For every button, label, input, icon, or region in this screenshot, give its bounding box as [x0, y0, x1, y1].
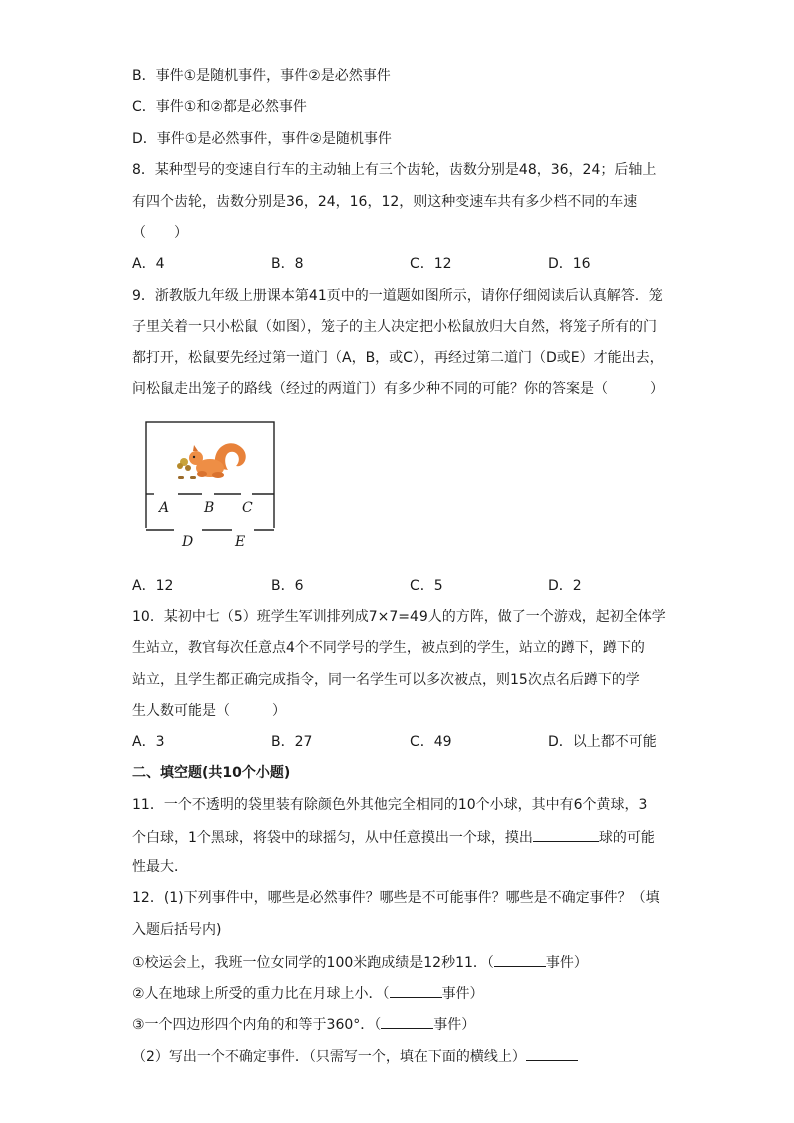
q10-stem-line4: 生人数可能是（ ） — [132, 703, 286, 719]
q8-stem-line2: 有四个齿轮，齿数分别是36，24，16，12，则这种变速车共有多少档不同的车速 — [132, 194, 638, 210]
q12-item1 — [132, 952, 588, 972]
q9-stem-line3: 都打开，松鼠要先经过第一道门（A，B，或C），再经过第二道门（D或E）才能出去， — [132, 350, 664, 366]
cage-diagram — [144, 420, 276, 550]
q12-item2-text: ②人在地球上所受的重力比在月球上小．（ — [132, 986, 390, 1002]
q9-stem-line1: 9．浙教版九年级上册课本第41页中的一道题如图所示，请你仔细阅读后认真解答．笼 — [132, 288, 663, 304]
q12-stem-line1: 12．(1)下列事件中，哪些是必然事件？哪些是不可能事件？哪些是不确定事件？（填 — [132, 890, 660, 906]
q8-option-b: B．8 — [271, 256, 304, 272]
q9-option-c: C．5 — [410, 578, 443, 594]
q12-item3-blank[interactable] — [381, 1014, 433, 1029]
q12-item1-text: ①校运会上，我班一位女同学的100米跑成绩是12秒11．（ — [132, 955, 494, 971]
q12-item2 — [132, 983, 484, 1003]
q8-option-c: C．12 — [410, 256, 452, 272]
q7-option-c: C．事件①和②都是必然事件 — [132, 99, 307, 115]
door-label-c: C — [242, 500, 253, 516]
q8-stem-line3: （ ） — [132, 225, 188, 241]
q12-part2 — [132, 1046, 578, 1066]
q8-stem-line1: 8．某种型号的变速自行车的主动轴上有三个齿轮，齿数分别是48，36，24；后轴上 — [132, 162, 657, 178]
q10-option-d: D．以上都不可能 — [548, 734, 657, 750]
q12-part2-text: （2）写出一个不确定事件．（只需写一个，填在下面的横线上） — [132, 1049, 526, 1065]
q12-item3-suffix: 事件） — [433, 1017, 476, 1033]
section-heading-fill-in: 二、填空题(共10个小题) — [132, 765, 291, 781]
q8-option-d: D．16 — [548, 256, 591, 272]
q12-stem-line2: 入题后括号内) — [132, 922, 222, 938]
q11-text-before-blank: 个白球，1个黑球，将袋中的球摇匀，从中任意摸出一个球，摸出 — [132, 830, 533, 846]
q12-item2-suffix: 事件） — [441, 986, 484, 1002]
squirrel-icon — [177, 443, 246, 479]
door-label-e: E — [235, 534, 246, 550]
q10-option-c: C．49 — [410, 734, 452, 750]
q9-stem-line4: 问松鼠走出笼子的路线（经过的两道门）有多少种不同的可能？你的答案是（ ） — [132, 381, 664, 397]
door-label-b: B — [204, 500, 215, 516]
q11-text-after-blank: 球的可能 — [598, 830, 655, 846]
q11-stem-line3: 性最大． — [132, 859, 188, 875]
q9-option-b: B．6 — [271, 578, 304, 594]
q12-item1-suffix: 事件） — [545, 955, 588, 971]
q7-option-d: D．事件①是必然事件，事件②是随机事件 — [132, 131, 392, 147]
q12-item2-blank[interactable] — [390, 983, 442, 998]
q11-stem-line1: 11．一个不透明的袋里装有除颜色外其他完全相同的10个小球，其中有6个黄球，3 — [132, 797, 648, 813]
q12-part2-blank[interactable] — [526, 1046, 578, 1061]
q12-item1-blank[interactable] — [494, 952, 546, 967]
q12-item3-text: ③一个四边形四个内角的和等于360°．（ — [132, 1017, 382, 1033]
q10-stem-line2: 生站立，教官每次任意点4个不同学号的学生，被点到的学生，站立的蹲下，蹲下的 — [132, 640, 645, 656]
door-label-d: D — [182, 534, 194, 550]
q7-option-b: B．事件①是随机事件，事件②是必然事件 — [132, 68, 391, 84]
q10-stem-line3: 站立，且学生都正确完成指令，同一名学生可以多次被点，则15次点名后蹲下的学 — [132, 672, 640, 688]
q11-stem-line2 — [132, 827, 655, 847]
door-label-a: A — [159, 500, 170, 516]
q11-answer-blank[interactable] — [533, 827, 599, 842]
q10-option-a: A．3 — [132, 734, 165, 750]
q10-option-b: B．27 — [271, 734, 313, 750]
q12-item3 — [132, 1014, 475, 1034]
q9-option-d: D．2 — [548, 578, 582, 594]
q8-option-a: A．4 — [132, 256, 165, 272]
q9-option-a: A．12 — [132, 578, 174, 594]
squirrel-cage-figure — [144, 420, 276, 550]
q9-stem-line2: 子里关着一只小松鼠（如图），笼子的主人决定把小松鼠放归大自然，将笼子所有的门 — [132, 319, 657, 335]
q10-stem-line1: 10．某初中七（5）班学生军训排列成7×7=49人的方阵，做了一个游戏，起初全体学 — [132, 609, 666, 625]
